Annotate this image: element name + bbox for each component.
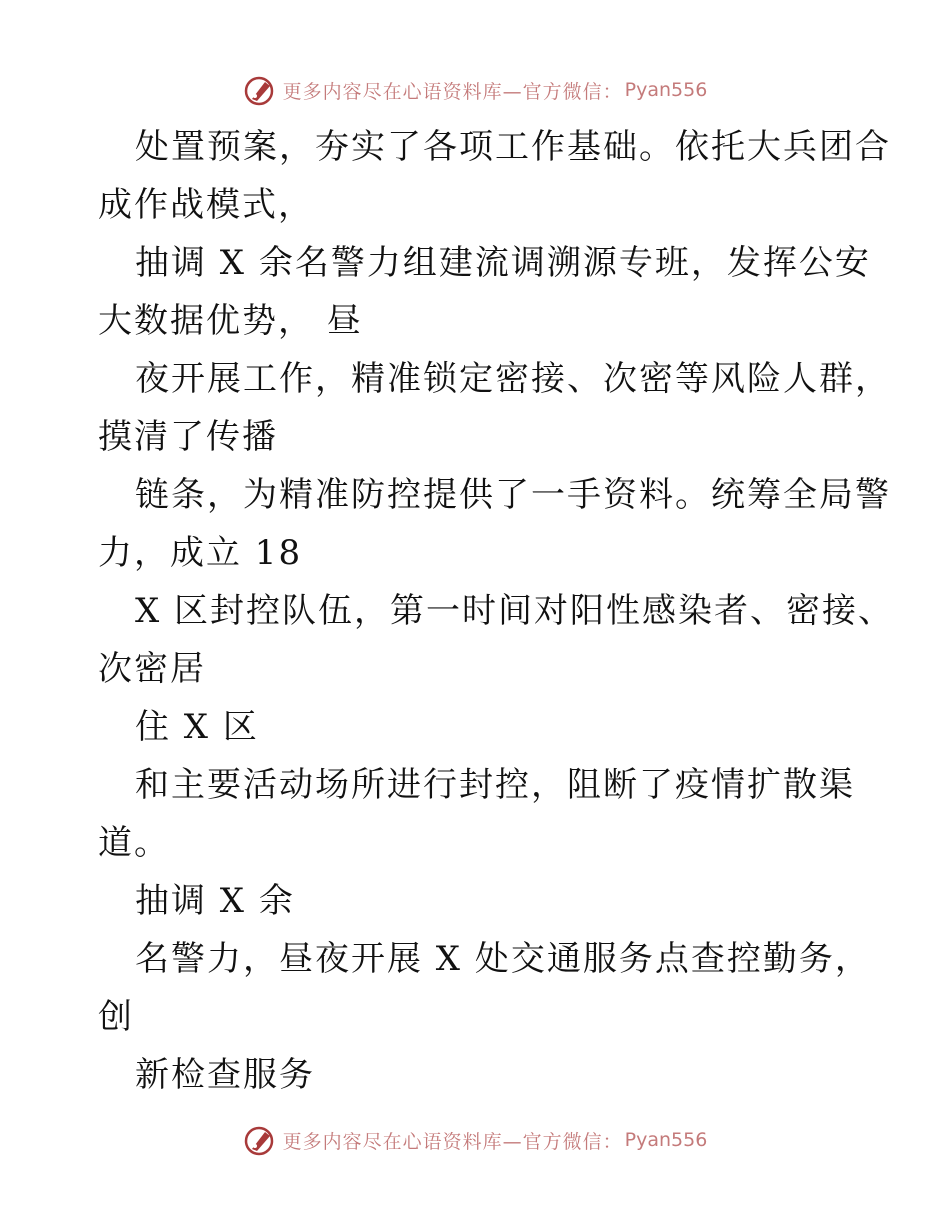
text-line: 夜开展工作，精准锁定密接、次密等风险人群， [135, 359, 891, 399]
document-body [98, 118, 895, 1104]
text-line: 道。 [98, 823, 170, 863]
text-line: 成作战模式， [98, 185, 314, 225]
text-line: 住 X 区 [135, 707, 259, 747]
footer-watermark-banner [0, 1120, 950, 1160]
text-line: 新检查服务 [135, 1055, 315, 1095]
text-line: X 区封控队伍，第一时间对阳性感染者、密接、 [135, 591, 895, 631]
header-wechat-id: Pyan556 [624, 79, 708, 101]
text-line: 力，成立 18 [98, 533, 303, 573]
text-line: 大数据优势， 昼 [98, 301, 363, 341]
header-watermark-banner [0, 70, 950, 110]
text-line: 链条，为精准防控提供了一手资料。统筹全局警 [135, 475, 891, 515]
footer-watermark-text: 更多内容尽在心语资料库—官方微信： [282, 1130, 623, 1153]
text-line: 创 [98, 997, 134, 1037]
text-line: 抽调 X 余名警力组建流调溯源专班，发挥公安 [135, 243, 871, 283]
text-line: 摸清了传播 [98, 417, 278, 457]
footer-wechat-id: Pyan556 [624, 1129, 708, 1151]
text-line: 名警力，昼夜开展 X 处交通服务点查控勤务， [135, 939, 871, 979]
text-line: 抽调 X 余 [135, 881, 295, 921]
text-line: 次密居 [98, 649, 206, 689]
header-watermark-text: 更多内容尽在心语资料库—官方微信： [282, 80, 623, 103]
pen-nib-logo-icon [243, 73, 277, 107]
text-line: 处置预案，夯实了各项工作基础。依托大兵团合 [135, 127, 891, 167]
pen-nib-logo-icon [243, 1123, 277, 1157]
text-line: 和主要活动场所进行封控，阻断了疫情扩散渠 [135, 765, 855, 805]
